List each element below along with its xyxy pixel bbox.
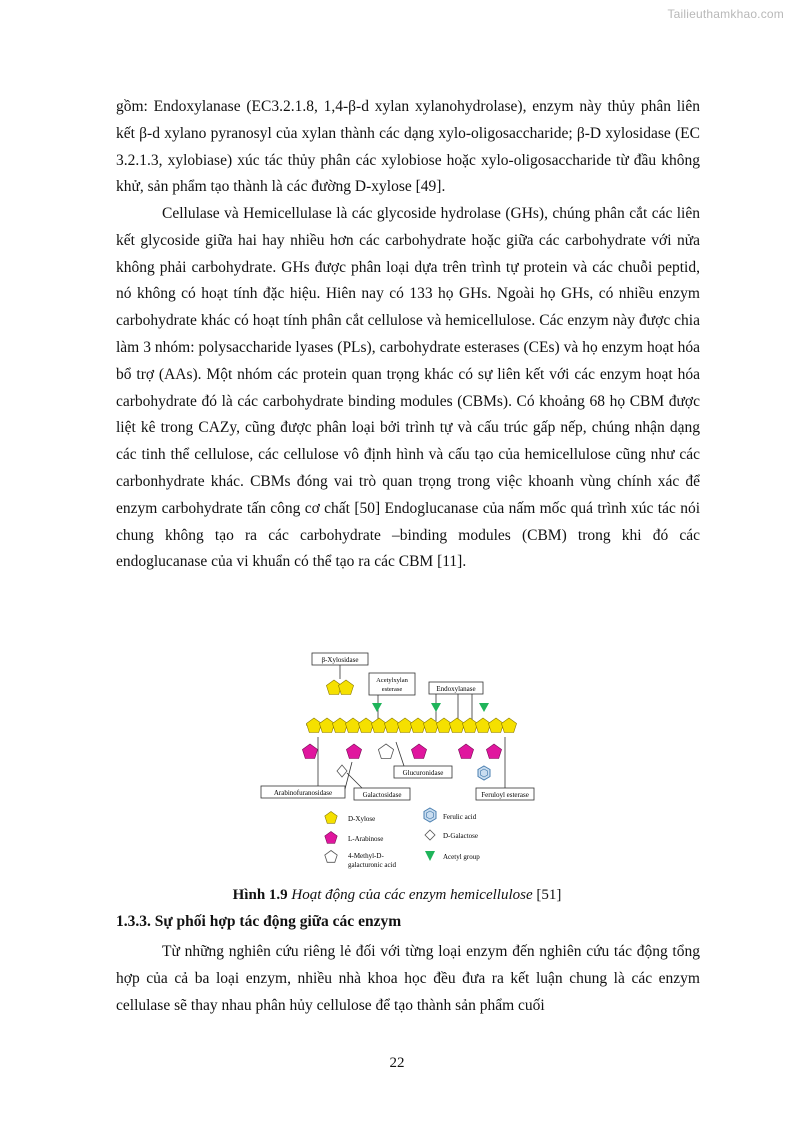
watermark: Tailieuthamkhao.com — [667, 7, 784, 21]
svg-text:4-Methyl-D-: 4-Methyl-D- — [348, 852, 384, 860]
figure-caption-label: Hình 1.9 — [232, 887, 288, 903]
legend-galactose-icon — [425, 830, 435, 840]
legend-arabinose-icon — [325, 832, 337, 844]
xylan-backbone — [306, 718, 516, 733]
ferulic-acid-side-chain — [478, 766, 490, 780]
hemicellulose-enzyme-figure — [258, 645, 538, 885]
paragraph-1: gồm: Endoxylanase (EC3.2.1.8, 1,4-β-d xylan xylanohydrolase), enzym này thủy phân liên kết β-d xylano pyranosyl của xylan thành các dạng xylo-oligosaccharide; β-D xylosidase (EC 3.2.1.3, xylobiase) xúc tác thủy phân các xylobiose hoặc xylo-oligosaccharide từ đầu không khử, sản phẩm tạo thành là các đường D-xylose [49]. — [116, 98, 700, 196]
svg-text:Ferulic acid: Ferulic acid — [443, 813, 477, 821]
page-number: 22 — [389, 1055, 405, 1071]
paragraph-3: Từ những nghiên cứu riêng lẻ đối với từng loại enzym đến nghiên cứu tác động tổng hợp của cả ba loại enzym, nhiều nhà khoa học đều đưa ra kết luận chung là các enzym cellulase sẽ thay nhau phân hủy cellulose để tạo thành sản phẩm cuối — [116, 943, 700, 1014]
figure-legend — [325, 808, 480, 869]
galactosidase-label — [354, 788, 410, 800]
section-heading: 1.3.3. Sự phối hợp tác động giữa các enzym — [116, 913, 402, 930]
svg-text:L-Arabinose: L-Arabinose — [348, 835, 384, 843]
galactose-side-chain — [337, 765, 347, 777]
acetylxylan-esterase-label — [369, 673, 415, 695]
feruloyl-esterase-label — [476, 788, 534, 800]
arabinofuranosidase-label — [261, 786, 345, 798]
svg-text:Feruloyl esterase: Feruloyl esterase — [481, 791, 529, 799]
legend-methyl-galacturonic-icon — [325, 851, 337, 863]
svg-text:Acetyl group: Acetyl group — [443, 853, 480, 861]
svg-text:Acetylxylan: Acetylxylan — [376, 677, 408, 684]
svg-text:galacturonic acid: galacturonic acid — [348, 861, 397, 869]
svg-text:D-Xylose: D-Xylose — [348, 815, 376, 823]
legend-xylose-icon — [325, 812, 337, 824]
endoxylanase-label — [429, 682, 483, 694]
svg-text:β-Xylosidase: β-Xylosidase — [321, 656, 359, 664]
acetyl-groups — [372, 703, 489, 712]
svg-text:Endoxylanase: Endoxylanase — [436, 685, 476, 693]
svg-text:D-Galactose: D-Galactose — [443, 832, 478, 840]
svg-text:Arabinofuranosidase: Arabinofuranosidase — [273, 789, 333, 797]
svg-text:esterase: esterase — [381, 686, 403, 693]
svg-text:Glucuronidase: Glucuronidase — [402, 769, 444, 777]
figure-caption-ref: [51] — [536, 887, 562, 903]
b-xylosidase-label — [312, 653, 368, 665]
figure-caption-text: Hoạt động của các enzym hemicellulose — [291, 887, 533, 903]
figure-caption — [0, 887, 794, 904]
methyl-galacturonic-side-chain — [378, 744, 393, 759]
arabinose-side-chains — [302, 744, 501, 759]
legend-acetyl-icon — [425, 851, 435, 861]
legend-ferulic-icon — [424, 808, 436, 822]
xylobiose-unit-2 — [338, 680, 353, 695]
svg-text:Galactosidase: Galactosidase — [362, 791, 402, 799]
glucuronidase-label — [394, 766, 452, 778]
paragraph-2: Cellulase và Hemicellulase là các glycoside hydrolase (GHs), chúng phân cắt các liên kết glycoside giữa hai hay nhiều hơn các carbohydrate hoặc giữa các carbohydrate với nửa không phải carbohydrate. GHs được phân loại dựa trên trình tự protein và các chuỗi peptid, nó không có hoạt tính đặc hiệu. Hiên nay có 133 họ GHs. Ngoài họ GHs, có nhiều enzym carbohydrate khác có hoạt tính phân cắt cellulose và hemicellulose. Các enzym này được chia làm 3 nhóm: polysaccharide lyases (PLs), carbohydrate esterases (CEs) và họ enzym hoạt hóa bổ trợ (AAs). Một nhóm các protein quan trọng khác có sự liên kết với các enzym hoạt hóa carbohydrate đó là các carbohydrate binding modules (CBMs). Có khoảng 68 họ CBM được liệt kê trong CAZy, cũng được phân loại bởi trình tự và cấu trúc gấp nếp, chúng nhận dạng các tinh thể cellulose, các cellulose vô định hình và cấu tạo của hemicellulose cũng như các carbonhydrate khác. CBMs đóng vai trò quan trọng trong việc khoanh vùng chính xác để enzym carbohydrate tấn công cơ chất [50] Endoglucanase của nấm mốc quá trình xúc tác nói chung không tạo ra các carbohydrate –binding modules (CBM) trong khi đó các endoglucanase của vi khuẩn có thể tạo ra các CBM [11]. — [116, 205, 700, 571]
